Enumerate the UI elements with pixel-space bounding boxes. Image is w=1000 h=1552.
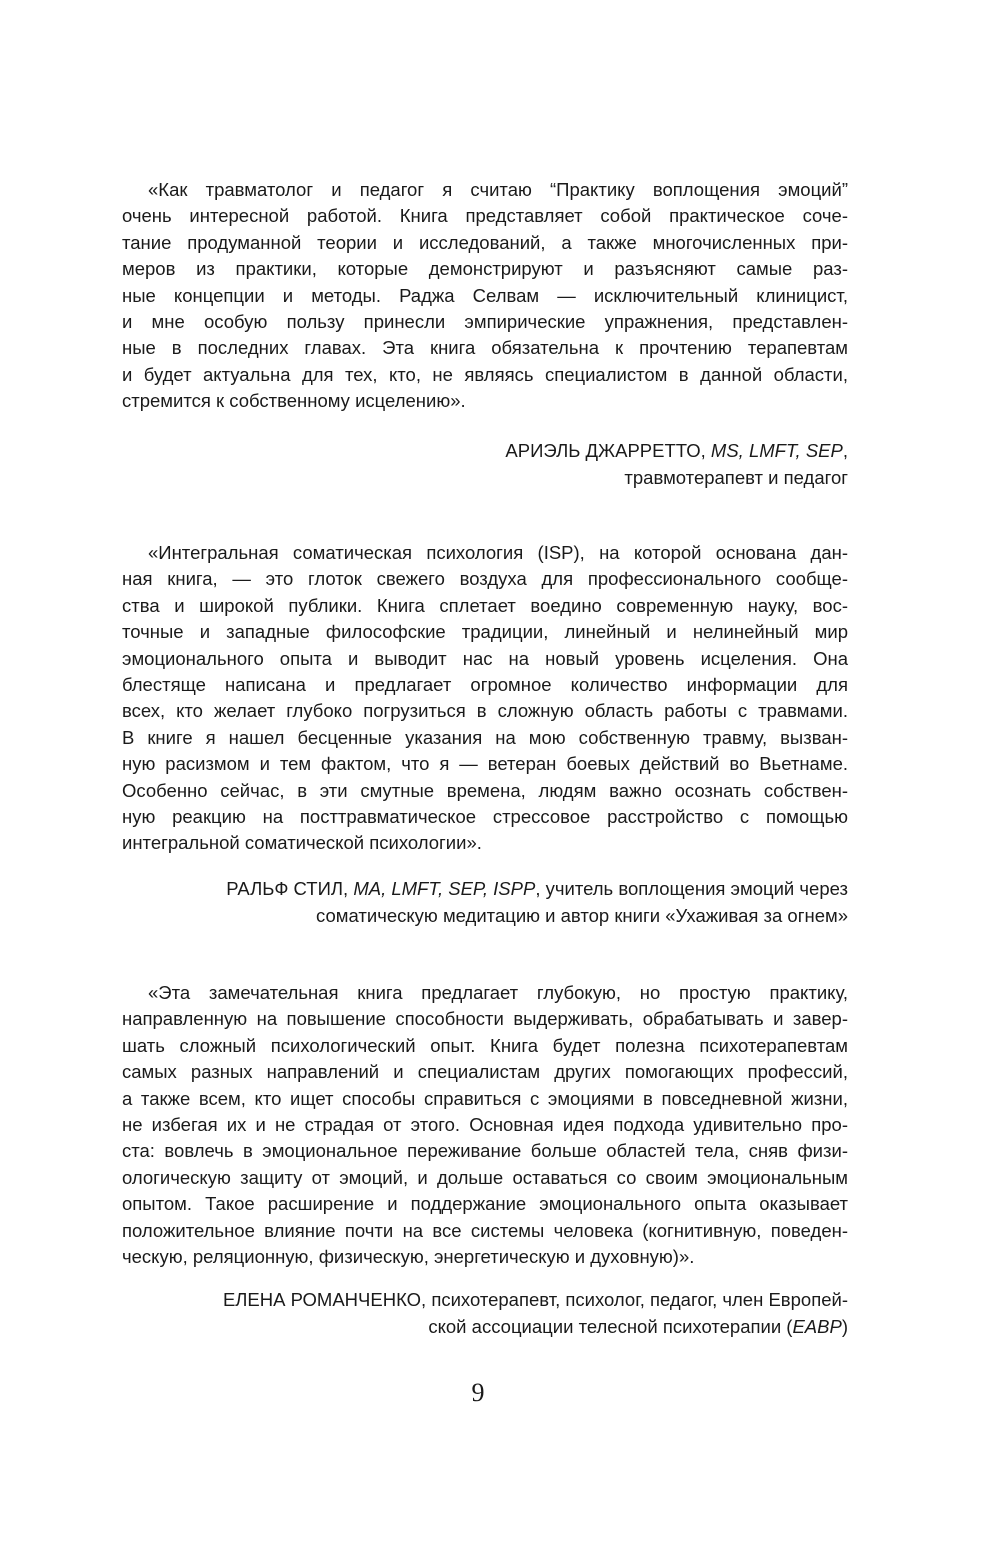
text-line: блестяще написана и предлагает огромное количество информации для [122,673,848,695]
attribution-2 [226,876,848,929]
text-line: ста: вовлечь в эмоциональное переживание больше областей тела, сняв физи- [122,1140,848,1162]
text-line: эмоционального опыта и выводит нас на новый уровень исцеления. Она [122,647,848,669]
text-line: положительное влияние почти на все системы человека (когнитивную, поведен- [122,1219,848,1241]
text-line: точные и западные философские традиции, линейный и нелинейный мир [122,621,848,643]
attribution-suffix: , [842,440,848,461]
text-line: ологическую защиту от эмоций, и дольше оставаться со своим эмоциональным [122,1166,848,1188]
attribution-org-abbr: EABP [792,1315,842,1337]
text-line: ства и широкой публики. Книга сплетает воедино современную науку, вос- [122,594,848,616]
attribution-name: РАЛЬФ СТИЛ, [226,878,354,899]
attribution-suffix: , учитель воплощения эмоций через [535,878,848,899]
text-line: а также всем, кто ищет способы справиться с эмоциями в повседневной жизни, [122,1087,848,1109]
text-line: В книге я нашел бесценные указания на мою собственную травму, вызван- [122,726,848,748]
text-line: опытом. Такое расширение и поддержание эмоционального опыта оказывает [122,1193,848,1215]
attribution-1 [505,438,848,491]
text-line: самых разных направлений и специалистам других помогающих профессий, [122,1061,848,1083]
attribution-role: травмотерапевт и педагог [624,466,848,488]
attribution-role-end: ) [841,1315,848,1337]
attribution-name: ЕЛЕНА РОМАНЧЕНКО, психотерапевт, психолог, педагог, член Европей- [222,1289,848,1310]
quote-1 [122,177,848,415]
attribution-name: АРИЭЛЬ ДЖАРРЕТТО, [505,440,711,461]
text-line: ная книга, — это глоток свежего воздуха для профессионального сообще- [122,568,848,590]
text-line: интегральной соматической психологии». [122,832,482,854]
text-line: ную расизмом и тем фактом, что я — ветеран боевых действий во Вьетнаме. [122,753,848,775]
text-line: шать сложный психологический опыт. Книга будет полезна психотерапевтам [122,1034,848,1056]
text-line: ные в последних главах. Эта книга обязательна к прочтению терапевтам [122,337,848,359]
text-line: и будет актуальна для тех, кто, не являясь специалистом в данной области, [122,363,848,385]
attribution-role: соматическую медитацию и автор книги «Ухаживая за огнем» [316,904,848,926]
text-line: «Как травматолог и педагог я считаю “Практику воплощения эмоций” [148,179,848,200]
text-line: и мне особую пользу принесли эмпирические упражнения, представлен- [122,310,848,332]
text-line: меров из практики, которые демонстрируют и разъясняют самые раз- [122,258,848,280]
quote-3 [122,980,848,1270]
text-line: ные концепции и методы. Раджа Селвам — исключительный клиницист, [122,284,848,306]
text-line: всех, кто желает глубоко погрузиться в сложную область работы с травмами. [122,700,848,722]
attribution-credentials: MS, LMFT, SEP [710,440,843,461]
text-line: «Эта замечательная книга предлагает глубокую, но простую практику, [148,982,848,1003]
page-number: 9 [471,1378,485,1407]
attribution-role: ской ассоциации телесной психотерапии ( [428,1315,793,1337]
text-line: тание продуманной теории и исследований, а также многочисленных при- [122,231,848,253]
text-line: очень интересной работой. Книга представляет собой практическое соче- [122,205,848,227]
text-line: стремится к собственному исцелению». [122,390,466,412]
attribution-credentials: MA, LMFT, SEP, ISPP [353,878,536,899]
text-line: не избегая их и не страдая от этого. Основная идея подхода удивительно про- [122,1113,848,1135]
text-line: «Интегральная соматическая психология (ISP), на которой основана дан- [148,542,848,563]
quote-2 [122,540,848,857]
text-line: ную реакцию на посттравматическое стрессовое расстройство с помощью [122,805,848,827]
text-line: Особенно сейчас, в эти смутные времена, людям важно осознать собствен- [122,779,848,801]
text-line: ческую, реляционную, физическую, энергетическую и духовную)». [122,1245,695,1267]
attribution-3 [223,1287,848,1340]
text-line: направленную на повышение способности выдерживать, обрабатывать и завер- [122,1008,848,1030]
